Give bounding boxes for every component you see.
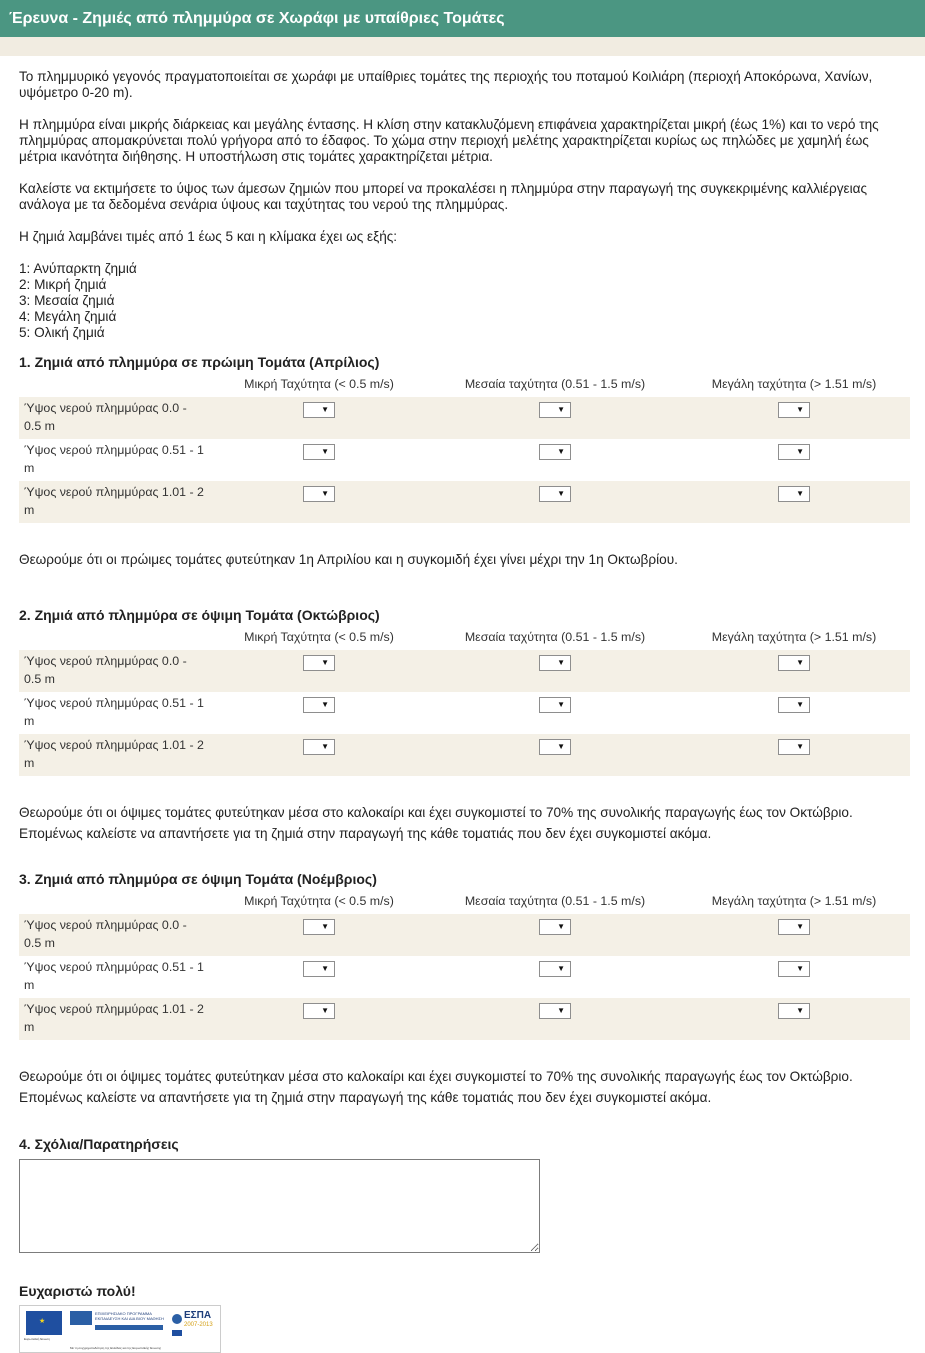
grid-row (19, 914, 910, 956)
intro-paragraph: Η πλημμύρα είναι μικρής διάρκειας και μεγάλης έντασης. Η κλίση στην κατακλυζόμενη επιφάνεια χαρακτηρίζεται μικρή (έως 1%) και το νερό της πλημμύρας απομακρύνεται πολύ γρήγορα από το έδαφος. Το χώμα στην περιοχή μελέτης χαρακτηρίζεται κυρίως ως πηλώδες με χαμηλή έως μέτρια ικανότητα διήθησης. Η υποστήλωση στις τομάτες χαρακτηρίζεται μέτρια. (19, 117, 879, 164)
damage-select[interactable] (778, 961, 810, 977)
eu-small-flag-icon (172, 1330, 182, 1336)
triangle-down-icon: ▼ (796, 700, 804, 709)
triangle-down-icon: ▼ (557, 1006, 565, 1015)
column-header: Μεγάλη ταχύτητα (> 1.51 m/s) (711, 894, 877, 908)
note-line: Θεωρούμε ότι οι όψιμες τομάτες φυτεύτηκαν μέσα στο καλοκαίρι και έχει συγκομιστεί το 70% της συνολικής παραγωγής έως τον Οκτώβριο. (19, 805, 853, 820)
triangle-down-icon: ▼ (557, 447, 565, 456)
damage-select[interactable] (778, 486, 810, 502)
triangle-down-icon: ▼ (557, 964, 565, 973)
question-1-grid (19, 377, 910, 523)
row-label: Ύψος νερού πλημμύρας 0.51 - 1 m (24, 960, 204, 992)
grid-row (19, 481, 910, 523)
question-note (19, 549, 910, 570)
scale-item: 3: Μεσαία ζημιά (19, 293, 115, 308)
question-1 (19, 354, 910, 570)
damage-select[interactable] (539, 739, 571, 755)
damage-select[interactable] (303, 1003, 335, 1019)
triangle-down-icon: ▼ (321, 658, 329, 667)
triangle-down-icon: ▼ (796, 447, 804, 456)
triangle-down-icon: ▼ (557, 658, 565, 667)
column-header: Μικρή Ταχύτητα (< 0.5 m/s) (244, 630, 394, 644)
triangle-down-icon: ▼ (796, 1006, 804, 1015)
column-header: Μεσαία ταχύτητα (0.51 - 1.5 m/s) (464, 377, 646, 391)
survey-content (0, 69, 925, 1353)
eu-label: Ευρωπαϊκή Ένωση (24, 1337, 50, 1341)
row-label: Ύψος νερού πλημμύρας 0.0 - 0.5 m (19, 650, 206, 692)
intro-section (19, 69, 910, 341)
triangle-down-icon: ▼ (321, 405, 329, 414)
question-2-grid (19, 630, 910, 776)
column-header: Μεσαία ταχύτητα (0.51 - 1.5 m/s) (464, 630, 646, 644)
damage-select[interactable] (778, 444, 810, 460)
note-line: Επομένως καλείστε να απαντήσετε για τη ζημιά στην παραγωγή της κάθε τοματιάς που δεν έχει συγκομιστεί ακόμα. (19, 1090, 712, 1105)
question-note (19, 1066, 910, 1108)
question-title: 1. Ζημιά από πλημμύρα σε πρώιμη Τομάτα (Απρίλιος) (19, 354, 380, 370)
row-label: Ύψος νερού πλημμύρας 1.01 - 2 m (19, 734, 206, 776)
triangle-down-icon: ▼ (321, 447, 329, 456)
note-line: Επομένως καλείστε να απαντήσετε για τη ζημιά στην παραγωγή της κάθε τοματιάς που δεν έχει συγκομιστεί ακόμα. (19, 826, 712, 841)
damage-select[interactable] (539, 486, 571, 502)
grid-row (19, 397, 910, 439)
damage-select[interactable] (539, 1003, 571, 1019)
scale-item: 5: Ολική ζημιά (19, 325, 105, 340)
triangle-down-icon: ▼ (557, 489, 565, 498)
espa-years: 2007-2013 (184, 1322, 213, 1328)
damage-select[interactable] (778, 655, 810, 671)
espa-label: ΕΣΠΑ (184, 1310, 212, 1321)
page-title: Έρευνα - Ζημιές από πλημμύρα σε Χωράφι με υπαίθριες Τομάτες (9, 10, 505, 27)
triangle-down-icon: ▼ (557, 922, 565, 931)
comments-textarea[interactable] (19, 1159, 540, 1253)
scale-item: 2: Μικρή ζημιά (19, 277, 107, 292)
question-note (19, 802, 910, 844)
column-header: Μεγάλη ταχύτητα (> 1.51 m/s) (711, 630, 877, 644)
triangle-down-icon: ▼ (321, 922, 329, 931)
thanks-text: Ευχαριστώ πολύ! (19, 1283, 136, 1299)
damage-select[interactable] (303, 961, 335, 977)
espa-logo (172, 1310, 218, 1344)
damage-select[interactable] (778, 1003, 810, 1019)
question-title: 2. Ζημιά από πλημμύρα σε όψιμη Τομάτα (Οκτώβριος) (19, 607, 380, 623)
triangle-down-icon: ▼ (796, 742, 804, 751)
program-badge-icon (70, 1311, 92, 1325)
triangle-down-icon: ▼ (557, 405, 565, 414)
column-header: Μεσαία ταχύτητα (0.51 - 1.5 m/s) (464, 894, 646, 908)
grid-header-row (19, 377, 910, 397)
row-label: Ύψος νερού πλημμύρας 0.0 - 0.5 m (19, 397, 206, 439)
damage-select[interactable] (303, 444, 335, 460)
program-label: ΕΠΙΧΕΙΡΗΣΙΑΚΟ ΠΡΟΓΡΑΜΜΑ ΕΚΠΑΙΔΕΥΣΗ ΚΑΙ ΔΙΑ ΒΙΟΥ ΜΑΘΗΣΗ (95, 1311, 164, 1321)
damage-select[interactable] (778, 697, 810, 713)
column-header: Μικρή Ταχύτητα (< 0.5 m/s) (244, 377, 394, 391)
column-header: Μεγάλη ταχύτητα (> 1.51 m/s) (711, 377, 877, 391)
damage-select[interactable] (303, 655, 335, 671)
triangle-down-icon: ▼ (796, 922, 804, 931)
row-label: Ύψος νερού πλημμύρας 0.51 - 1 m (24, 443, 204, 475)
program-logo (70, 1311, 164, 1333)
damage-select[interactable] (303, 739, 335, 755)
damage-scale-list (19, 261, 910, 341)
page-header (0, 0, 925, 37)
triangle-down-icon: ▼ (321, 964, 329, 973)
row-label: Ύψος νερού πλημμύρας 1.01 - 2 m (19, 998, 206, 1040)
triangle-down-icon: ▼ (557, 700, 565, 709)
grid-row (19, 650, 910, 692)
triangle-down-icon: ▼ (796, 489, 804, 498)
grid-row (19, 692, 910, 734)
question-3 (19, 871, 910, 1108)
question-2 (19, 607, 910, 844)
scale-item: 4: Μεγάλη ζημιά (19, 309, 117, 324)
damage-select[interactable] (778, 919, 810, 935)
triangle-down-icon: ▼ (796, 658, 804, 667)
damage-select[interactable] (778, 402, 810, 418)
question-title: 4. Σχόλια/Παρατηρήσεις (19, 1136, 179, 1152)
intro-paragraph: Το πλημμυρικό γεγονός πραγματοποιείται σε χωράφι με υπαίθριες τομάτες της περιοχής του ποταμού Κοιλιάρη (περιοχή Αποκόρωνα, Χανίων, υψόμετρο 0-20 m). (19, 69, 873, 100)
grid-header-row (19, 894, 910, 914)
header-band (0, 37, 925, 56)
column-header: Μικρή Ταχύτητα (< 0.5 m/s) (244, 894, 394, 908)
damage-select[interactable] (303, 486, 335, 502)
row-label: Ύψος νερού πλημμύρας 0.51 - 1 m (24, 696, 204, 728)
question-4 (19, 1136, 910, 1253)
row-label: Ύψος νερού πλημμύρας 0.0 - 0.5 m (19, 914, 206, 956)
cofunding-note: Με τη συγχρηματοδότηση της Ελλάδας και της Ευρωπαϊκής Ένωσης (70, 1346, 162, 1350)
damage-select[interactable] (539, 961, 571, 977)
row-label: Ύψος νερού πλημμύρας 1.01 - 2 m (19, 481, 206, 523)
intro-paragraph: Καλείστε να εκτιμήσετε το ύψος των άμεσων ζημιών που μπορεί να προκαλέσει η πλημμύρα στην παραγωγή της συγκεκριμένης καλλιέργειας ανάλογα με τα δεδομένα σενάρια ύψους και ταχύτητας του νερού της πλημμύρας. (19, 181, 868, 212)
triangle-down-icon: ▼ (321, 700, 329, 709)
scale-item: 1: Ανύπαρκτη ζημιά (19, 261, 137, 276)
grid-row (19, 956, 910, 998)
triangle-down-icon: ▼ (557, 742, 565, 751)
funding-logos (19, 1305, 221, 1353)
damage-select[interactable] (539, 655, 571, 671)
damage-select[interactable] (539, 402, 571, 418)
damage-select[interactable] (539, 444, 571, 460)
triangle-down-icon: ▼ (321, 1006, 329, 1015)
damage-select[interactable] (539, 919, 571, 935)
grid-row (19, 734, 910, 776)
triangle-down-icon: ▼ (796, 405, 804, 414)
triangle-down-icon: ▼ (796, 964, 804, 973)
eu-flag-icon: ★ (26, 1311, 62, 1335)
damage-select[interactable] (539, 697, 571, 713)
triangle-down-icon: ▼ (321, 489, 329, 498)
damage-select[interactable] (303, 697, 335, 713)
triangle-down-icon: ▼ (321, 742, 329, 751)
damage-select[interactable] (778, 739, 810, 755)
grid-row (19, 439, 910, 481)
question-title: 3. Ζημιά από πλημμύρα σε όψιμη Τομάτα (Νοέμβριος) (19, 871, 377, 887)
note-line: Θεωρούμε ότι οι όψιμες τομάτες φυτεύτηκαν μέσα στο καλοκαίρι και έχει συγκομιστεί το 70% της συνολικής παραγωγής έως τον Οκτώβριο. (19, 1069, 853, 1084)
note-line: Θεωρούμε ότι οι πρώιμες τομάτες φυτεύτηκαν 1η Απριλίου και η συγκομιδή έχει γίνει μέχρι την 1η Οκτωβρίου. (19, 552, 678, 567)
question-3-grid (19, 894, 910, 1040)
damage-select[interactable] (303, 402, 335, 418)
grid-header-row (19, 630, 910, 650)
grid-row (19, 998, 910, 1040)
damage-select[interactable] (303, 919, 335, 935)
espa-circle-icon (172, 1314, 182, 1324)
intro-paragraph: Η ζημιά λαμβάνει τιμές από 1 έως 5 και η κλίμακα έχει ως εξής: (19, 229, 398, 244)
